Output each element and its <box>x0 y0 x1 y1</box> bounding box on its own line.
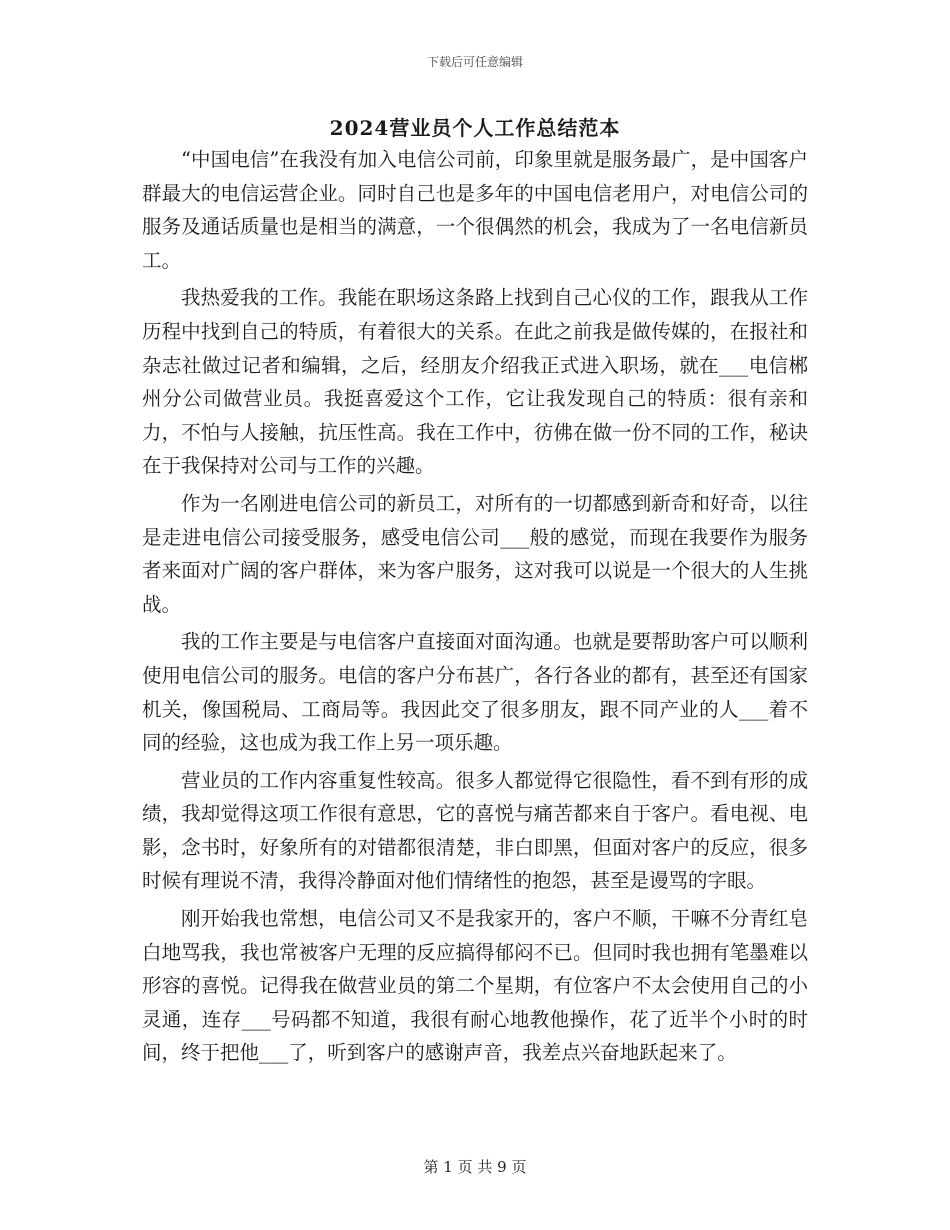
document-body <box>142 143 808 1074</box>
paragraph: 我的工作主要是与电信客户直接面对面沟通。也就是要帮助客户可以顺利使用电信公司的服务。电信的客户分布甚广，各行各业的都有，甚至还有国家机关，像国税局、工商局等。我因此交了很多朋友，跟不同产业的人___着不同的经验，这也成为我工作上另一项乐趣。 <box>142 630 808 755</box>
paragraph: 作为一名刚进电信公司的新员工，对所有的一切都感到新奇和好奇，以往是走进电信公司接受服务，感受电信公司___般的感觉，而现在我要作为服务者来面对广阔的客户群体，来为客户服务，这对我可以说是一个很大的人生挑战。 <box>142 491 808 616</box>
paragraph: 我热爱我的工作。我能在职场这条路上找到自己心仪的工作，跟我从工作历程中找到自己的特质，有着很大的关系。在此之前我是做传媒的，在报社和杂志社做过记者和编辑，之后，经朋友介绍我正式进入职场，就在___电信郴州分公司做营业员。我挺喜爱这个工作，它让我发现自己的特质：很有亲和力，不怕与人接触，抗压性高。我在工作中，彷佛在做一份不同的工作，秘诀在于我保持对公司与工作的兴趣。 <box>142 286 808 478</box>
paragraph: 营业员的工作内容重复性较高。很多人都觉得它很隐性，看不到有形的成绩，我却觉得这项工作很有意思，它的喜悦与痛苦都来自于客户。看电视、电影，念书时，好象所有的对错都很清楚，非白即黑，但面对客户的反应，很多时候有理说不清，我得冷静面对他们情绪性的抱怨，甚至是谩骂的字眼。 <box>142 768 808 893</box>
paragraph: “中国电信”在我没有加入电信公司前，印象里就是服务最广，是中国客户群最大的电信运营企业。同时自己也是多年的中国电信老用户，对电信公司的服务及通话质量也是相当的满意，一个很偶然的机会，我成为了一名电信新员工。 <box>142 148 808 272</box>
page-number: 第 1 页 共 9 页 <box>423 1158 527 1176</box>
header-note: 下载后可任意编辑 <box>426 55 523 69</box>
document-title: 2024营业员个人工作总结范本 <box>329 116 621 140</box>
paragraph: 刚开始我也常想，电信公司又不是我家开的，客户不顺，干嘛不分青红皂白地骂我，我也常被客户无理的反应搞得郁闷不已。但同时我也拥有笔墨难以形容的喜悦。记得我在做营业员的第二个星期，有位客户不太会使用自己的小灵通，连存___号码都不知道，我很有耐心地教他操作，花了近半个小时的时间，终于把他___了，听到客户的感谢声音，我差点兴奋地跃起来了。 <box>142 907 808 1065</box>
